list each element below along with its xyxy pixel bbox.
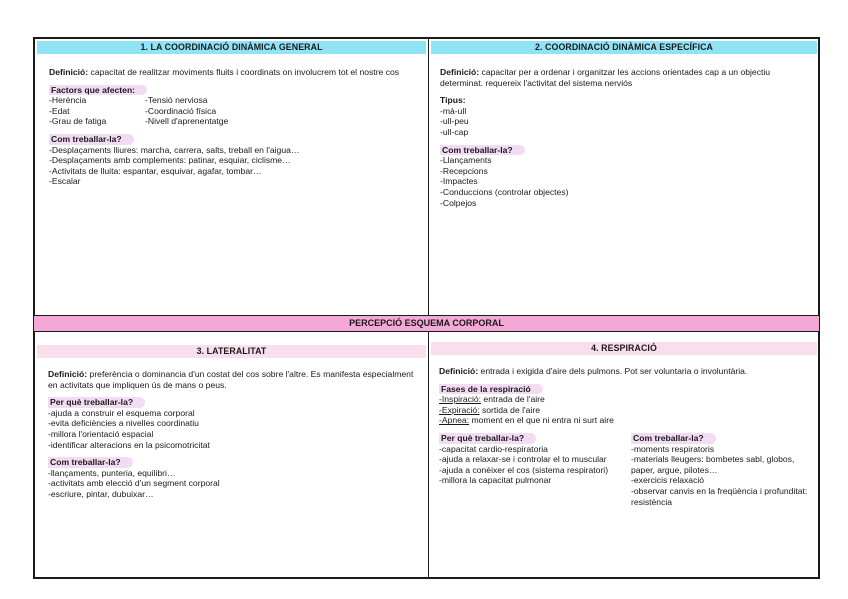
definition-label: Definició:: [439, 366, 479, 376]
list-item: -ull-cap: [440, 126, 469, 137]
list-item: -Grau de fatiga: [49, 116, 107, 127]
phase-text: entrada de l'aire: [481, 394, 545, 405]
list-item: -evita deficiències a nivelles coordinatiu: [48, 418, 199, 429]
list-item: [439, 394, 813, 405]
list-item: -Colpejos: [440, 197, 477, 208]
divider-bottom: [428, 332, 429, 578]
list-item: -materials lleugers: bombetes sabl, globos, paper, argue, pilotes…: [631, 454, 795, 475]
definition-label: Definició:: [48, 369, 88, 379]
cell2-definition: [440, 67, 812, 88]
section-band: PERCEPCIÓ ESQUEMA CORPORAL: [34, 315, 819, 332]
why-title: Per què treballar-la?: [48, 397, 145, 408]
cell2-body: [440, 67, 812, 208]
cell4-body: [439, 366, 813, 507]
how-title: Com treballar-la?: [440, 145, 525, 156]
list-item: -Edat: [49, 105, 70, 116]
how-title: Com treballar-la?: [48, 457, 133, 468]
definition-label: Definició:: [440, 67, 480, 77]
cell3-title: 3. LATERALITAT: [37, 345, 426, 358]
list-item: -Activitats de lluita: espantar, esquivar, agafar, tombar…: [49, 165, 262, 176]
list-item: -ull-peu: [440, 116, 469, 127]
cell4-definition: [439, 366, 813, 377]
how-list: [49, 145, 421, 187]
cell3-definition: [48, 369, 422, 390]
list-item: -ajuda a construir el esquema corporal: [48, 407, 195, 418]
list-item: -Coordinació física: [145, 105, 217, 116]
factors-list: [49, 95, 421, 127]
phase-term: -Inspiració:: [439, 394, 482, 405]
list-item: -capacitat cardio-respiratoria: [439, 443, 548, 454]
list-item: -mà-ull: [440, 105, 467, 116]
types-list: [440, 106, 812, 138]
list-item: [439, 415, 813, 426]
why-title: Per què treballar-la?: [439, 433, 536, 444]
cell1-title: 1. LA COORDINACIÓ DINÀMICA GENERAL: [37, 41, 426, 54]
factors-title: Factors que afecten:: [49, 85, 147, 96]
list-item: -ajuda a relaxar-se i controlar el to muscular: [439, 454, 607, 465]
list-item: -Llançaments: [440, 155, 492, 166]
list-item: -millora la capacitat pulmonar: [439, 475, 552, 486]
list-item: -Escalar: [49, 176, 81, 187]
list-item: [439, 405, 813, 416]
definition-text: preferència o dominancia d'un costat del cos sobre l'altre. Es manifesta especialment en activitats que impliquen ús de mans o peus.: [48, 369, 414, 390]
how-list: [440, 155, 812, 208]
why-list: [48, 408, 422, 450]
phases-list: [439, 394, 813, 426]
cell4-title: 4. RESPIRACIÓ: [431, 342, 817, 355]
list-item: -identificar alteracions en la psicomotricitat: [48, 439, 210, 450]
list-item: -activitats amb elecció d'un segment corporal: [48, 478, 220, 489]
list-item: -Impactes: [440, 176, 478, 187]
why-column: [439, 433, 619, 507]
definition-text: entrada i exigida d'aire dels pulmons. Pot ser voluntaria o involuntària.: [478, 366, 748, 376]
cell4-columns: [439, 433, 813, 507]
how-title: Com treballar-la?: [631, 433, 716, 444]
why-list: [439, 444, 619, 486]
definition-text: capacitat de realitzar moviments fluits i coordinats on involucrem tot el nostre cos: [88, 67, 400, 77]
phase-term: -Expiració:: [439, 404, 480, 415]
phase-text: sortida de l'aire: [479, 404, 540, 415]
list-item: -exercicis relaxació: [631, 475, 705, 486]
types-title: Tipus:: [440, 95, 466, 106]
how-title: Com treballar-la?: [49, 134, 134, 145]
list-item: -Desplaçaments lliures: marcha, carrera, salts, treball en l'aigua…: [49, 144, 300, 155]
cell1-definition: [49, 67, 421, 78]
divider-top: [428, 38, 429, 315]
how-list: [48, 468, 422, 500]
how-column: [631, 433, 809, 507]
definition-text: capacitar per a ordenar i organitzar les accions orientades cap a un objectiu determinat. requereix l'activitat del sistema nerviós: [440, 67, 771, 88]
cell3-body: [48, 369, 422, 500]
phase-term: -Apnea:: [439, 415, 470, 426]
list-item: -moments respiratoris: [631, 443, 715, 454]
phases-title: Fases de la respiració: [439, 384, 543, 395]
list-item: -llançaments, punteria, equilibri…: [48, 467, 176, 478]
cell2-title: 2. COORDINACIÓ DINÀMICA ESPECÍFICA: [431, 41, 817, 54]
list-item: -Desplaçaments amb complements: patinar, esquiar, ciclisme…: [49, 155, 291, 166]
list-item: -Nivell d'aprenentatge: [145, 116, 229, 127]
list-item: -millora l'orientació espacial: [48, 428, 154, 439]
list-item: -escriure, pintar, dubuixar…: [48, 488, 154, 499]
phase-text: moment en el que ni entra ni surt aire: [469, 415, 614, 426]
list-item: -Tensió nerviosa: [145, 95, 208, 106]
how-list: [631, 444, 809, 508]
list-item: -ajuda a conèixer el cos (sistema respiratori): [439, 464, 609, 475]
list-item: -observar canvis en la freqüència i profunditat: resistència: [631, 485, 808, 507]
definition-label: Definició:: [49, 67, 89, 77]
list-item: -Recepcions: [440, 165, 488, 176]
list-item: -Conduccions (controlar objectes): [440, 186, 569, 197]
list-item: -Herència: [49, 95, 87, 106]
cell1-body: [49, 67, 421, 187]
